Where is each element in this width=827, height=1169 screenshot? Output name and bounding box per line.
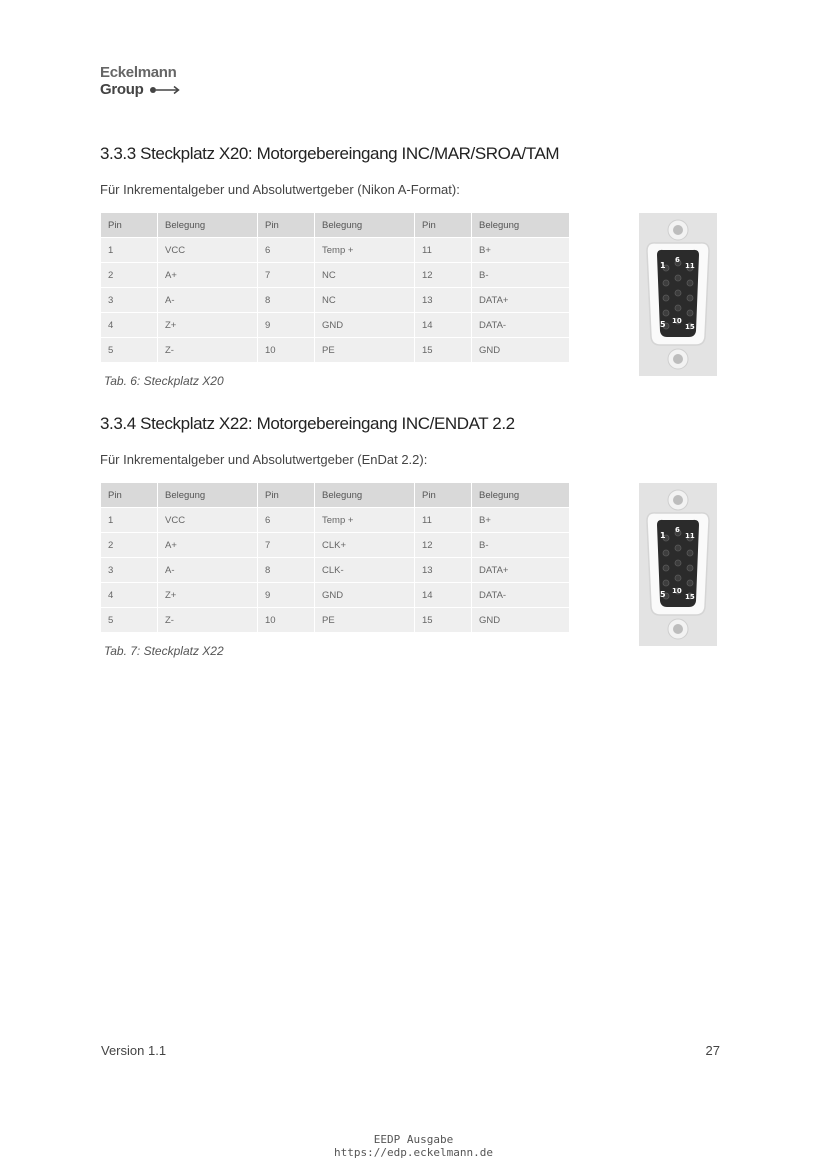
- table-cell: 7: [258, 533, 315, 558]
- table-cell: 3: [101, 558, 158, 583]
- column-header: Belegung: [472, 213, 570, 238]
- table-row: [101, 608, 570, 633]
- table-cell: GND: [315, 583, 415, 608]
- table-cell: 2: [101, 533, 158, 558]
- table-cell: 1: [101, 508, 158, 533]
- connector-label: 6: [675, 526, 680, 534]
- connector-label: 11: [685, 262, 695, 270]
- table-cell: 9: [258, 583, 315, 608]
- table-cell: A-: [158, 558, 258, 583]
- table-cell: B+: [472, 508, 570, 533]
- table-cell: DATA+: [472, 288, 570, 313]
- table-cell: 11: [415, 508, 472, 533]
- table-cell: A+: [158, 533, 258, 558]
- table-cell: VCC: [158, 238, 258, 263]
- section-heading-x22: 3.3.4 Steckplatz X22: Motorgebereingang INC/ENDAT 2.2: [100, 414, 515, 433]
- table-cell: CLK-: [315, 558, 415, 583]
- connector-label: 1: [660, 261, 666, 270]
- column-header: Pin: [258, 483, 315, 508]
- table-cell: Temp +: [315, 238, 415, 263]
- table-cell: 2: [101, 263, 158, 288]
- table-cell: 7: [258, 263, 315, 288]
- page-number: 27: [705, 1043, 720, 1058]
- column-header: Pin: [258, 213, 315, 238]
- column-header: Belegung: [315, 213, 415, 238]
- connector-x22-image: [639, 483, 717, 646]
- table-cell: DATA-: [472, 313, 570, 338]
- table-cell: PE: [315, 338, 415, 363]
- table-cell: GND: [472, 338, 570, 363]
- table-row: [101, 313, 570, 338]
- table-header-row: [101, 483, 570, 508]
- company-logo: [100, 64, 181, 98]
- table-cell: 10: [258, 608, 315, 633]
- logo-text-group: Group: [100, 81, 144, 98]
- table-cell: 6: [258, 238, 315, 263]
- table-row: [101, 533, 570, 558]
- connector-label: 11: [685, 532, 695, 540]
- table-cell: 5: [101, 338, 158, 363]
- column-header: Pin: [415, 213, 472, 238]
- table-cell: 15: [415, 338, 472, 363]
- table-cell: 5: [101, 608, 158, 633]
- table-caption-x22: Tab. 7: Steckplatz X22: [104, 644, 224, 658]
- table-cell: 12: [415, 533, 472, 558]
- print-footer: [0, 1133, 827, 1159]
- section-intro-x22: Für Inkrementalgeber und Absolutwertgeber (EnDat 2.2):: [100, 452, 428, 467]
- table-cell: GND: [472, 608, 570, 633]
- table-cell: GND: [315, 313, 415, 338]
- column-header: Belegung: [158, 483, 258, 508]
- table-cell: PE: [315, 608, 415, 633]
- print-footer-url: https://edp.eckelmann.de: [334, 1146, 493, 1159]
- connector-label: 6: [675, 256, 680, 264]
- table-cell: CLK+: [315, 533, 415, 558]
- table-cell: B+: [472, 238, 570, 263]
- connector-label: 1: [660, 531, 666, 540]
- table-cell: 11: [415, 238, 472, 263]
- table-row: [101, 583, 570, 608]
- connector-label: 5: [660, 590, 666, 599]
- table-cell: Z+: [158, 583, 258, 608]
- table-row: [101, 338, 570, 363]
- table-cell: Temp +: [315, 508, 415, 533]
- table-cell: 12: [415, 263, 472, 288]
- connector-label: 10: [672, 317, 682, 325]
- table-cell: DATA-: [472, 583, 570, 608]
- table-caption-x20: Tab. 6: Steckplatz X20: [104, 374, 224, 388]
- table-cell: 14: [415, 313, 472, 338]
- table-cell: 14: [415, 583, 472, 608]
- sub-d-15-connector-icon: [639, 213, 717, 376]
- connector-x20-image: [639, 213, 717, 376]
- table-cell: 6: [258, 508, 315, 533]
- column-header: Pin: [415, 483, 472, 508]
- table-cell: DATA+: [472, 558, 570, 583]
- table-cell: Z-: [158, 608, 258, 633]
- table-cell: 9: [258, 313, 315, 338]
- column-header: Belegung: [158, 213, 258, 238]
- table-cell: 8: [258, 558, 315, 583]
- pin-table-x20: [100, 212, 570, 363]
- column-header: Belegung: [315, 483, 415, 508]
- table-row: [101, 558, 570, 583]
- table-cell: 10: [258, 338, 315, 363]
- table-cell: 4: [101, 313, 158, 338]
- table-cell: NC: [315, 288, 415, 313]
- column-header: Belegung: [472, 483, 570, 508]
- pin-table-x22: [100, 482, 570, 633]
- table-cell: 13: [415, 558, 472, 583]
- table-header-row: [101, 213, 570, 238]
- table-cell: 8: [258, 288, 315, 313]
- logo-text-eckelmann: Eckelmann: [100, 64, 177, 81]
- table-cell: A-: [158, 288, 258, 313]
- connector-label: 15: [685, 593, 695, 601]
- sub-d-15-connector-icon: [639, 483, 717, 646]
- table-cell: B-: [472, 263, 570, 288]
- connector-label: 15: [685, 323, 695, 331]
- table-row: [101, 508, 570, 533]
- table-cell: Z+: [158, 313, 258, 338]
- table-cell: B-: [472, 533, 570, 558]
- connector-label: 5: [660, 320, 666, 329]
- table-row: [101, 238, 570, 263]
- column-header: Pin: [101, 213, 158, 238]
- table-cell: 15: [415, 608, 472, 633]
- table-cell: 4: [101, 583, 158, 608]
- table-cell: NC: [315, 263, 415, 288]
- table-cell: 1: [101, 238, 158, 263]
- table-cell: 3: [101, 288, 158, 313]
- column-header: Pin: [101, 483, 158, 508]
- table-cell: A+: [158, 263, 258, 288]
- print-footer-title: EEDP Ausgabe: [373, 1133, 454, 1146]
- connector-label: 10: [672, 587, 682, 595]
- section-heading-x20: 3.3.3 Steckplatz X20: Motorgebereingang INC/MAR/SROA/TAM: [100, 144, 560, 163]
- section-intro-x20: Für Inkrementalgeber und Absolutwertgeber (Nikon A-Format):: [100, 182, 460, 197]
- table-cell: VCC: [158, 508, 258, 533]
- table-row: [101, 288, 570, 313]
- table-cell: 13: [415, 288, 472, 313]
- table-row: [101, 263, 570, 288]
- table-cell: Z-: [158, 338, 258, 363]
- footer-version: Version 1.1: [101, 1043, 167, 1058]
- logo-arrow-icon: [149, 85, 181, 95]
